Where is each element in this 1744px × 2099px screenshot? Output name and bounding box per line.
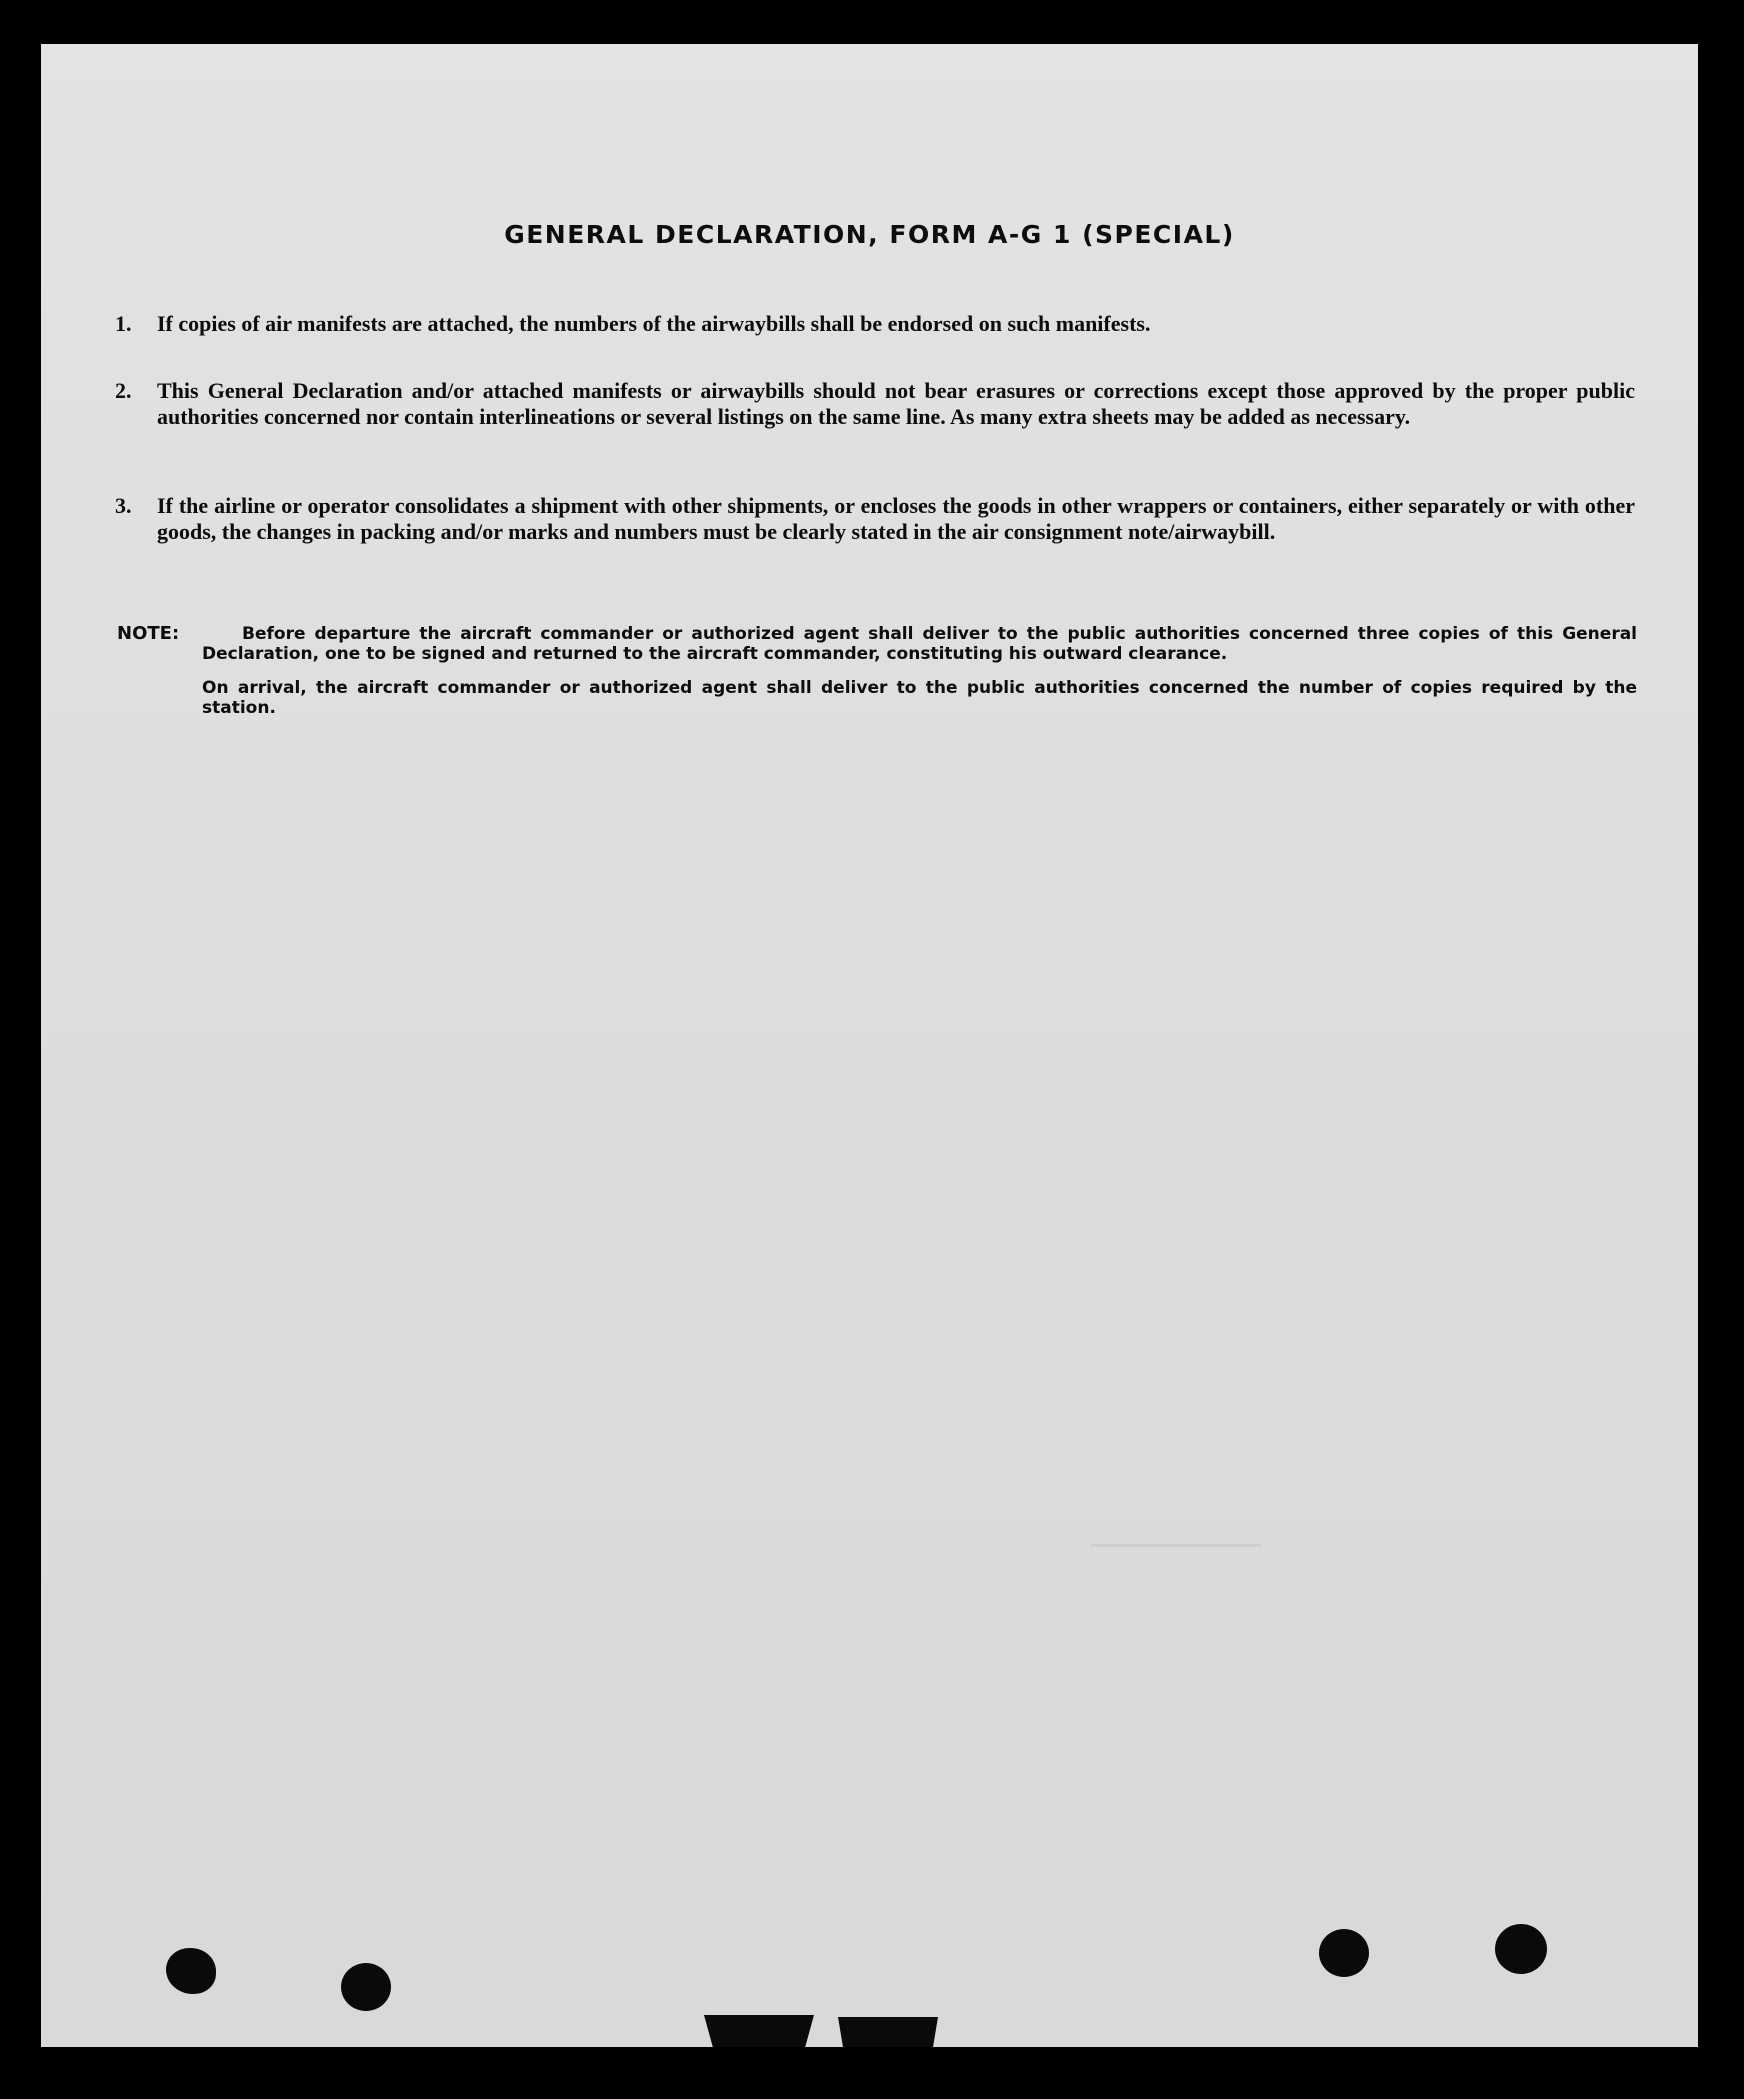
item-number: 1.	[115, 311, 132, 336]
punch-hole-left-inner	[341, 1963, 391, 2011]
instruction-item-3	[115, 493, 1635, 545]
item-number: 2.	[115, 378, 132, 403]
note-section	[117, 624, 1637, 718]
instruction-item-2	[115, 378, 1635, 430]
item-text: This General Declaration and/or attached manifests or airwaybills should not bear erasures or corrections except those approved by the proper public authorities concerned nor contain interlineations or several listings on the same line. As many extra sheets may be added as necessary.	[157, 378, 1635, 429]
punch-hole-left-outer	[166, 1948, 216, 1994]
punch-hole-right-outer	[1495, 1924, 1547, 1974]
item-text: If the airline or operator consolidates a shipment with other shipments, or encloses the goods in other wrappers or containers, either separately or with other goods, the changes in packing and/or marks and numbers must be clearly stated in the air consignment note/airwaybill.	[157, 493, 1635, 544]
instruction-item-1	[115, 311, 1635, 337]
note-paragraph-departure: Before departure the aircraft commander or authorized agent shall deliver to the public authorities concerned three copies of this General Declaration, one to be signed and returned to the aircraft commander, constituting his outward clearance.	[202, 624, 1637, 664]
binding-tab-right	[838, 2017, 938, 2047]
binding-tab-left	[704, 2015, 814, 2047]
item-number: 3.	[115, 493, 132, 518]
note-paragraph-arrival: On arrival, the aircraft commander or authorized agent shall deliver to the public authorities concerned the number of copies required by the station.	[202, 678, 1637, 718]
punch-hole-right-inner	[1319, 1929, 1369, 1977]
document-title: GENERAL DECLARATION, FORM A-G 1 (SPECIAL)	[504, 220, 1235, 249]
scan-smudge	[1091, 1544, 1261, 1547]
item-text: If copies of air manifests are attached, the numbers of the airwaybills shall be endorsed on such manifests.	[157, 311, 1151, 336]
note-label: NOTE:	[117, 623, 180, 644]
document-page	[41, 44, 1698, 2047]
